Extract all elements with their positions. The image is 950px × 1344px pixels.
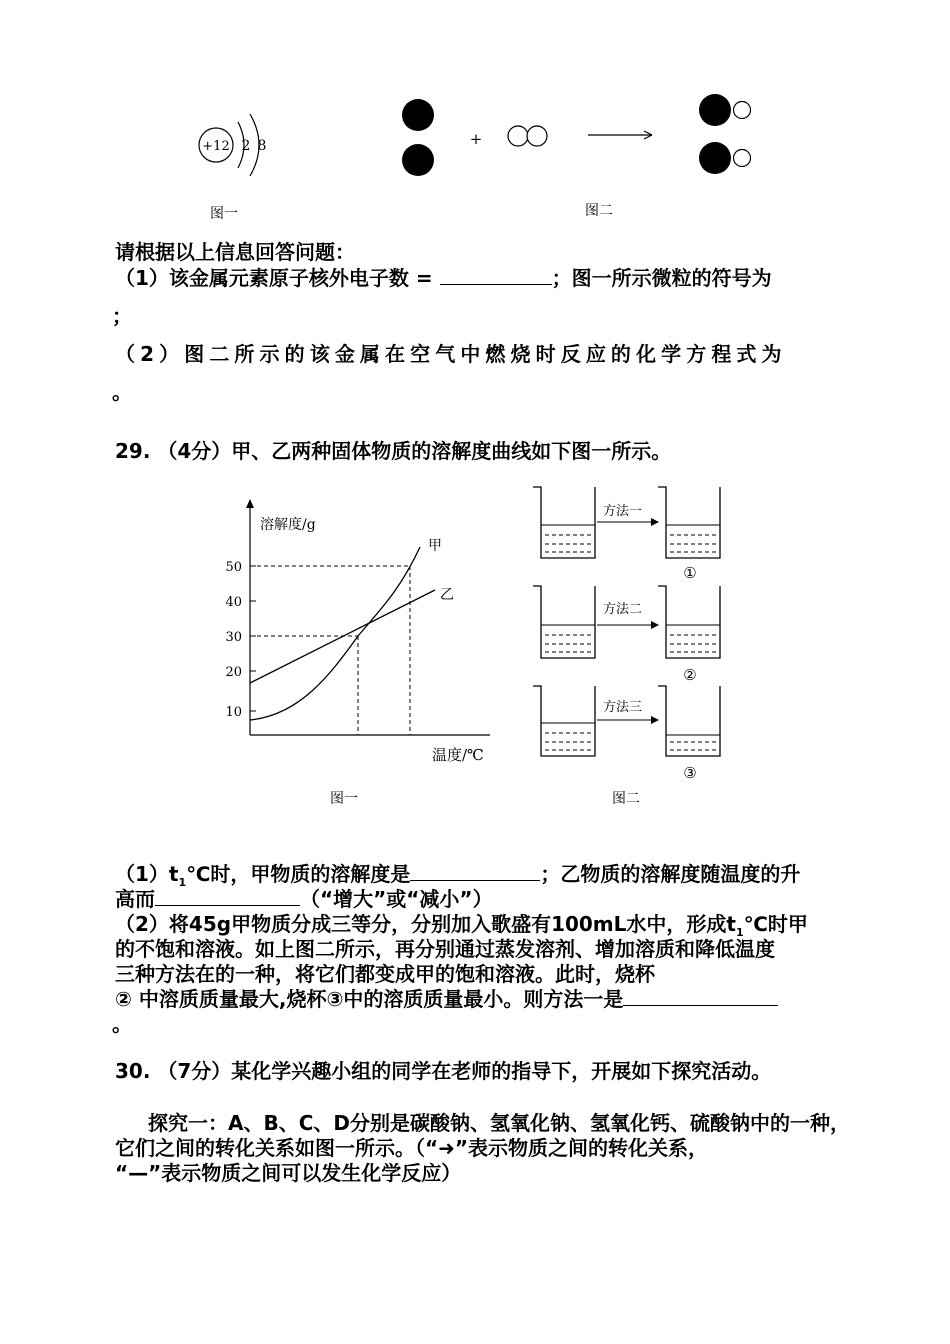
- oxygen-atom: [508, 126, 528, 146]
- q29-line1: $(1)t_1℃$时，甲物质的溶解度是 ；乙物质的溶解度随温度的升: [115, 862, 801, 889]
- q28-part1: （1）该金属元素原子核外电子数 = ；图一所示微粒的符号为: [115, 266, 772, 290]
- answer-blank[interactable]: [410, 862, 540, 881]
- q29-line3: （2）将45g甲物质分成三等分，分别加入歌盛有100mL水中，形成$t_1℃$时甲: [115, 912, 808, 939]
- beakers-figure: [525, 480, 735, 785]
- fig2-top-caption: 图二: [585, 203, 613, 219]
- nucleus-charge: +12: [202, 139, 230, 154]
- beaker-mark: ②: [683, 666, 697, 684]
- method-label: 方法一: [603, 504, 643, 519]
- y-axis-label: 溶解度/g: [260, 517, 316, 533]
- q30-line1: 探究一：A、B、C、D分别是碳酸钠、氢氧化钠、氢氧化钙、硫酸钠中的一种，: [148, 1111, 851, 1135]
- curve-jia-label: 甲: [428, 538, 442, 554]
- q28-intro: 请根据以上信息回答问题：: [115, 240, 355, 264]
- q30-title: 30. （7分）某化学兴趣小组的同学在老师的指导下，开展如下探究活动。: [115, 1059, 772, 1083]
- q28-part2: （2）图二所示的该金属在空气中燃烧时反应的化学方程式为: [115, 342, 787, 366]
- q29-line7: 。: [112, 1012, 132, 1036]
- q30-line2: 它们之间的转化关系如图一所示。（“➜”表示物质之间的转化关系，: [115, 1136, 709, 1160]
- answer-blank[interactable]: [440, 266, 552, 285]
- beaker-mark: ③: [683, 764, 697, 782]
- beaker-left: [533, 586, 595, 658]
- ytick: 30: [225, 630, 242, 645]
- method-label: 方法三: [603, 700, 643, 715]
- beaker-left: [533, 487, 595, 558]
- metal-atom: [402, 144, 434, 176]
- q28-part2-end: 。: [112, 380, 132, 404]
- metal-atom: [699, 142, 731, 174]
- reaction-figure: [390, 90, 770, 190]
- oxygen-atom: [734, 150, 751, 167]
- beaker-right: [658, 586, 720, 658]
- curve-yi-label: 乙: [440, 587, 454, 603]
- q29-line2: 高而 （“增大”或“减小”）: [115, 887, 493, 911]
- shell1-count: 2: [241, 138, 251, 154]
- metal-atom: [699, 94, 731, 126]
- beaker-row-1: [533, 487, 720, 582]
- ytick: 40: [225, 595, 242, 610]
- shell2-count: 8: [257, 138, 267, 154]
- curve-yi: [250, 590, 435, 683]
- beaker-mark: ①: [683, 564, 697, 582]
- beaker-right: [658, 686, 720, 756]
- beakers-caption: 图二: [612, 791, 640, 807]
- q29-line5: 三种方法在的一种，将它们都变成甲的饱和溶液。此时，烧杯: [115, 962, 655, 986]
- q28-part1-end: ；: [112, 304, 132, 328]
- y-axis-arrow: [246, 499, 254, 508]
- ytick: 20: [225, 665, 242, 680]
- fig1-top-caption: 图一: [210, 206, 238, 222]
- q29-line6: ② 中溶质质量最大,烧杯③中的溶质质量最小。则方法一是: [115, 983, 778, 1012]
- beaker-left: [533, 686, 595, 756]
- solubility-graph: [220, 495, 510, 770]
- q29-title: 29. （4分）甲、乙两种固体物质的溶解度曲线如下图一所示。: [115, 439, 672, 463]
- plus-sign: +: [469, 130, 483, 148]
- oxygen-atom: [734, 102, 751, 119]
- q30-line3: “—”表示物质之间可以发生化学反应）: [115, 1161, 462, 1185]
- x-axis-label: 温度/℃: [432, 746, 484, 764]
- method-label: 方法二: [603, 602, 643, 617]
- q29-line4: 的不饱和溶液。如上图二所示，再分别通过蒸发溶剂、增加溶质和降低温度: [115, 937, 775, 961]
- ytick: 10: [225, 705, 242, 720]
- ytick: 50: [225, 560, 242, 575]
- beaker-row-2: [533, 586, 720, 684]
- oxygen-atom: [527, 126, 547, 146]
- graph-caption: 图一: [330, 791, 358, 807]
- answer-blank[interactable]: [155, 887, 300, 906]
- curve-jia: [250, 547, 420, 720]
- beaker-row-3: [533, 686, 720, 782]
- answer-blank[interactable]: [623, 987, 778, 1006]
- metal-atom: [402, 99, 434, 131]
- atom-structure-figure: [180, 100, 300, 200]
- beaker-right: [658, 487, 720, 558]
